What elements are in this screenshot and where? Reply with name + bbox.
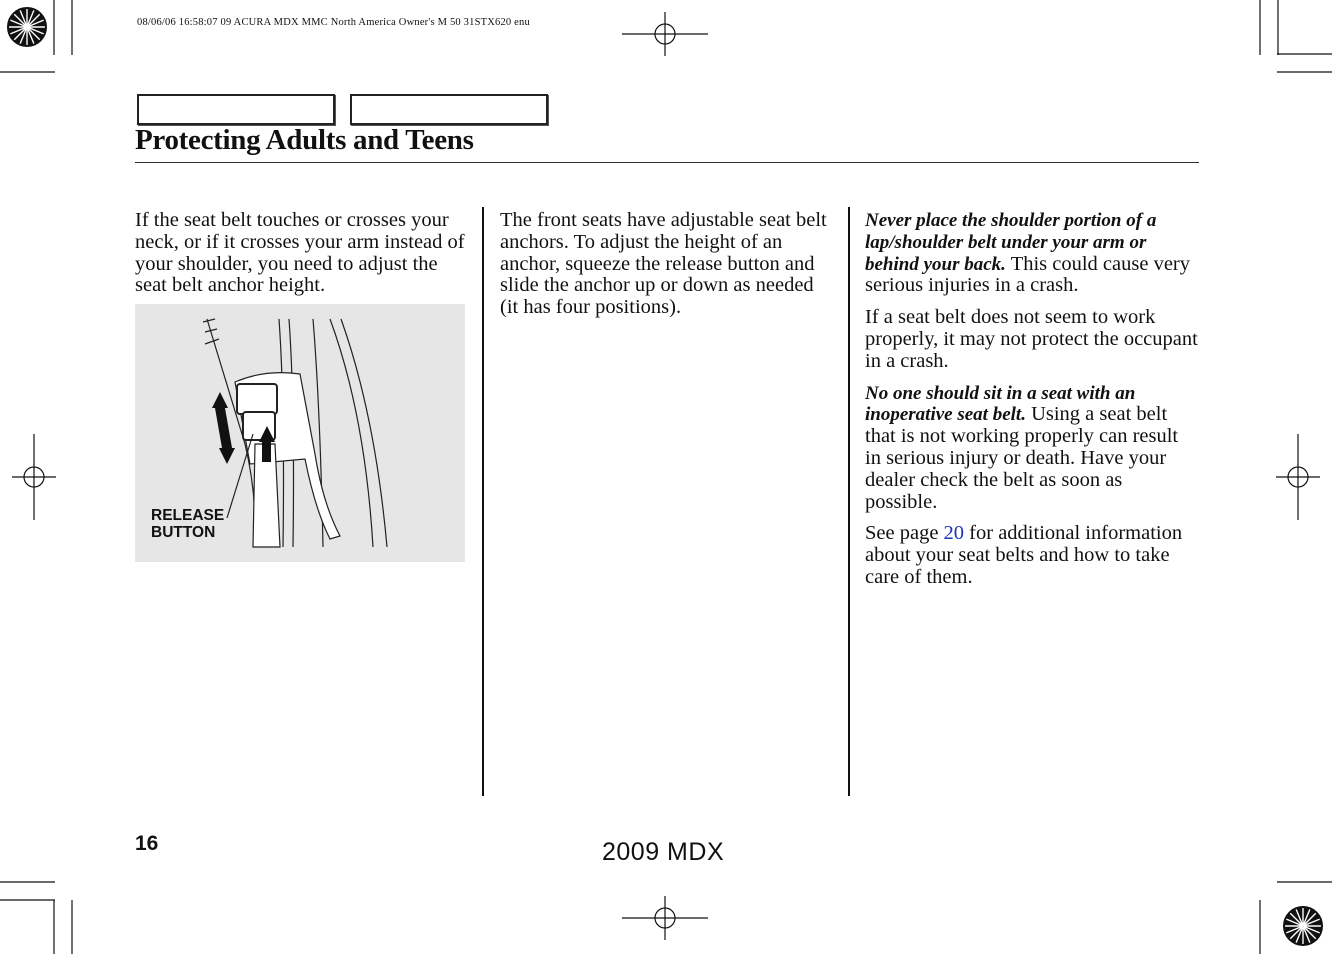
nav-tab-2[interactable]: [350, 94, 548, 125]
column-divider-2: [848, 207, 850, 796]
page-20-link[interactable]: 20: [943, 522, 965, 545]
nav-tab-1[interactable]: [137, 94, 335, 125]
column-divider-1: [482, 207, 484, 796]
warning-bold: Never place the shoulder portion of a lap/shoulder belt under your arm or behind your back.: [865, 210, 1157, 275]
seat-belt-anchor-figure: [135, 304, 465, 562]
warning-inoperative-belt: No one should sit in a seat with an inoperative seat belt. Using a seat belt that is not working properly can result in serious injury or death. Have your dealer check the belt as soon as possible.: [865, 382, 1179, 513]
title-rule: [135, 162, 1199, 163]
model-label: 2009 MDX: [602, 838, 725, 866]
warning-shoulder-belt: Never place the shoulder portion of a lap/shoulder belt under your arm or behind your back. This could cause very serious injuries in a crash.: [865, 210, 1191, 297]
seat-belt-work-paragraph: If a seat belt does not seem to work properly, it may not protect the occupant in a crash.: [865, 306, 1198, 372]
print-info: 08/06/06 16:58:07 09 ACURA MDX MMC North America Owner's M 50 31STX620 enu: [137, 17, 530, 28]
column-1: [135, 210, 470, 307]
release-button-label: RELEASE BUTTON: [151, 507, 225, 541]
col2-paragraph: The front seats have adjustable seat belt anchors. To adjust the height of an anchor, squeeze the release button and slide the anchor up or down as needed (it has four positions).: [500, 209, 827, 319]
col1-paragraph: If the seat belt touches or crosses your neck, or if it crosses your arm instead of your shoulder, you need to adjust the seat belt anchor height.: [135, 209, 465, 297]
column-2: [500, 210, 830, 329]
warning-bold-2: No one should sit in a seat with an inoperative seat belt.: [865, 382, 1136, 426]
column-3: [865, 210, 1199, 599]
page-number: 16: [135, 832, 159, 855]
see-page-paragraph: See page 20 for additional information about your seat belts and how to take care of them.: [865, 522, 1183, 588]
page-title: Protecting Adults and Teens: [135, 124, 474, 156]
